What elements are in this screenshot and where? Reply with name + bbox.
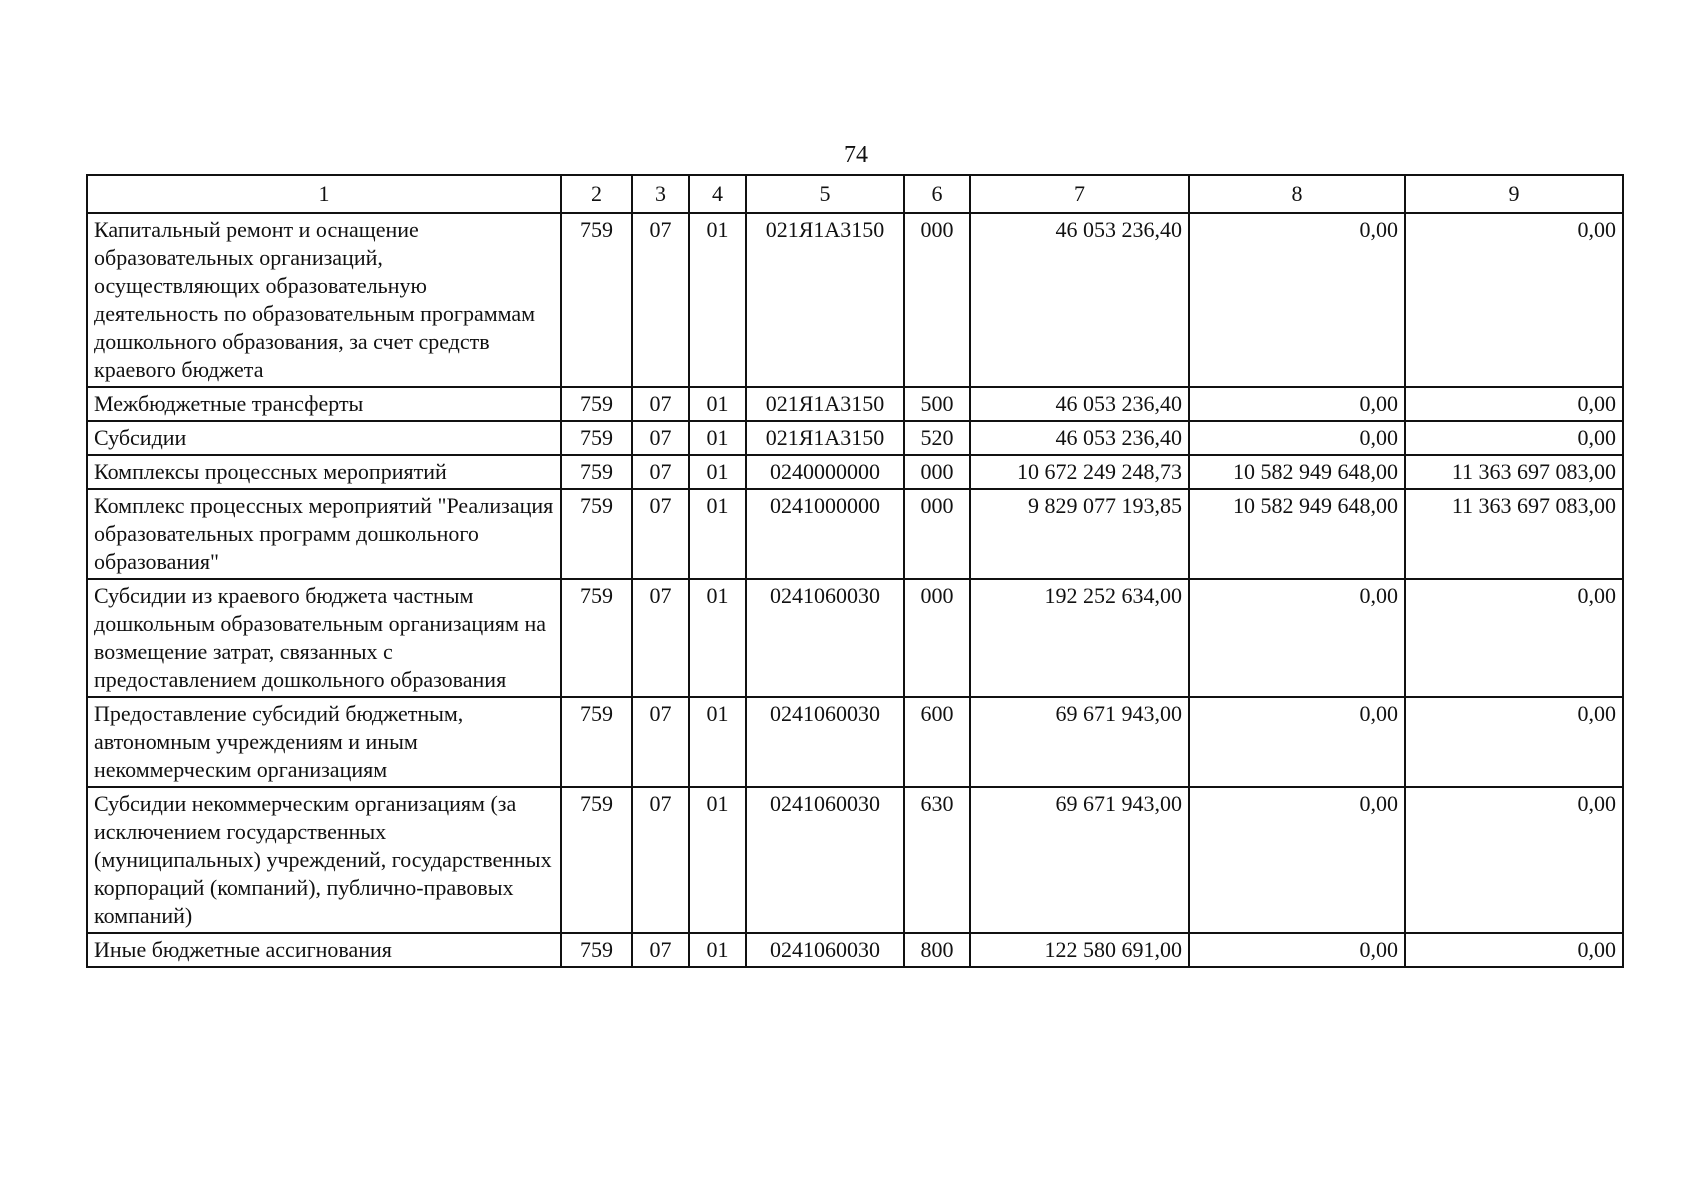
table-row [87, 421, 1623, 455]
section-code: 07 [632, 933, 689, 967]
amount-col-8: 0,00 [1189, 213, 1405, 387]
amount-col-8: 0,00 [1189, 697, 1405, 787]
amount-col-8: 10 582 949 648,00 [1189, 489, 1405, 579]
amount-col-7: 9 829 077 193,85 [970, 489, 1189, 579]
subsection-code: 01 [689, 421, 746, 455]
subsection-code: 01 [689, 489, 746, 579]
table-row [87, 579, 1623, 697]
expense-type-code: 000 [904, 579, 970, 697]
table-row [87, 697, 1623, 787]
target-article-code: 0241060030 [746, 579, 904, 697]
amount-col-7: 192 252 634,00 [970, 579, 1189, 697]
amount-col-9: 11 363 697 083,00 [1405, 455, 1623, 489]
target-article-code: 021Я1А3150 [746, 213, 904, 387]
ministry-code: 759 [561, 787, 632, 933]
column-header-1: 1 [87, 175, 561, 213]
amount-col-7: 46 053 236,40 [970, 387, 1189, 421]
expense-type-code: 000 [904, 455, 970, 489]
amount-col-8: 10 582 949 648,00 [1189, 455, 1405, 489]
table-row [87, 489, 1623, 579]
amount-col-8: 0,00 [1189, 787, 1405, 933]
column-header-9: 9 [1405, 175, 1623, 213]
ministry-code: 759 [561, 455, 632, 489]
expense-type-code: 800 [904, 933, 970, 967]
row-description: Предоставление субсидий бюджетным, автономным учреждениям и иным некоммерческим организациям [87, 697, 561, 787]
target-article-code: 021Я1А3150 [746, 387, 904, 421]
table-row [87, 787, 1623, 933]
section-code: 07 [632, 579, 689, 697]
row-description: Капитальный ремонт и оснащение образовательных организаций, осуществляющих образовательную деятельность по образовательным программам дошкольного образования, за счет средств краевого бюджета [87, 213, 561, 387]
column-header-2: 2 [561, 175, 632, 213]
ministry-code: 759 [561, 579, 632, 697]
subsection-code: 01 [689, 579, 746, 697]
expense-type-code: 000 [904, 489, 970, 579]
subsection-code: 01 [689, 455, 746, 489]
amount-col-9: 0,00 [1405, 387, 1623, 421]
amount-col-7: 46 053 236,40 [970, 213, 1189, 387]
ministry-code: 759 [561, 489, 632, 579]
row-description: Субсидии некоммерческим организациям (за исключением государственных (муниципальных) учреждений, государственных корпораций (компаний), публично-правовых компаний) [87, 787, 561, 933]
amount-col-9: 0,00 [1405, 787, 1623, 933]
column-header-3: 3 [632, 175, 689, 213]
expense-type-code: 630 [904, 787, 970, 933]
amount-col-8: 0,00 [1189, 387, 1405, 421]
page-number: 74 [844, 142, 868, 168]
row-description: Комплексы процессных мероприятий [87, 455, 561, 489]
table-row [87, 455, 1623, 489]
amount-col-9: 11 363 697 083,00 [1405, 489, 1623, 579]
section-code: 07 [632, 787, 689, 933]
amount-col-9: 0,00 [1405, 213, 1623, 387]
column-header-5: 5 [746, 175, 904, 213]
table-row [87, 213, 1623, 387]
table-row [87, 387, 1623, 421]
ministry-code: 759 [561, 421, 632, 455]
subsection-code: 01 [689, 787, 746, 933]
row-description: Межбюджетные трансферты [87, 387, 561, 421]
expense-type-code: 520 [904, 421, 970, 455]
subsection-code: 01 [689, 213, 746, 387]
table-row [87, 933, 1623, 967]
target-article-code: 0241060030 [746, 787, 904, 933]
section-code: 07 [632, 455, 689, 489]
amount-col-9: 0,00 [1405, 933, 1623, 967]
column-header-4: 4 [689, 175, 746, 213]
ministry-code: 759 [561, 213, 632, 387]
expense-type-code: 000 [904, 213, 970, 387]
subsection-code: 01 [689, 387, 746, 421]
column-header-8: 8 [1189, 175, 1405, 213]
subsection-code: 01 [689, 697, 746, 787]
target-article-code: 021Я1А3150 [746, 421, 904, 455]
amount-col-8: 0,00 [1189, 421, 1405, 455]
subsection-code: 01 [689, 933, 746, 967]
expense-type-code: 600 [904, 697, 970, 787]
expense-type-code: 500 [904, 387, 970, 421]
section-code: 07 [632, 213, 689, 387]
amount-col-7: 10 672 249 248,73 [970, 455, 1189, 489]
section-code: 07 [632, 387, 689, 421]
row-description: Субсидии из краевого бюджета частным дошкольным образовательным организациям на возмещение затрат, связанных с предоставлением дошкольного образования [87, 579, 561, 697]
ministry-code: 759 [561, 933, 632, 967]
budget-table [86, 174, 1624, 968]
amount-col-9: 0,00 [1405, 697, 1623, 787]
amount-col-9: 0,00 [1405, 421, 1623, 455]
amount-col-8: 0,00 [1189, 579, 1405, 697]
section-code: 07 [632, 489, 689, 579]
header-row [87, 175, 1623, 213]
amount-col-7: 46 053 236,40 [970, 421, 1189, 455]
amount-col-8: 0,00 [1189, 933, 1405, 967]
amount-col-9: 0,00 [1405, 579, 1623, 697]
row-description: Комплекс процессных мероприятий "Реализация образовательных программ дошкольного образования" [87, 489, 561, 579]
target-article-code: 0241060030 [746, 697, 904, 787]
amount-col-7: 122 580 691,00 [970, 933, 1189, 967]
column-header-6: 6 [904, 175, 970, 213]
row-description: Субсидии [87, 421, 561, 455]
amount-col-7: 69 671 943,00 [970, 787, 1189, 933]
section-code: 07 [632, 697, 689, 787]
target-article-code: 0241060030 [746, 933, 904, 967]
row-description: Иные бюджетные ассигнования [87, 933, 561, 967]
target-article-code: 0241000000 [746, 489, 904, 579]
target-article-code: 0240000000 [746, 455, 904, 489]
section-code: 07 [632, 421, 689, 455]
amount-col-7: 69 671 943,00 [970, 697, 1189, 787]
ministry-code: 759 [561, 387, 632, 421]
ministry-code: 759 [561, 697, 632, 787]
column-header-7: 7 [970, 175, 1189, 213]
